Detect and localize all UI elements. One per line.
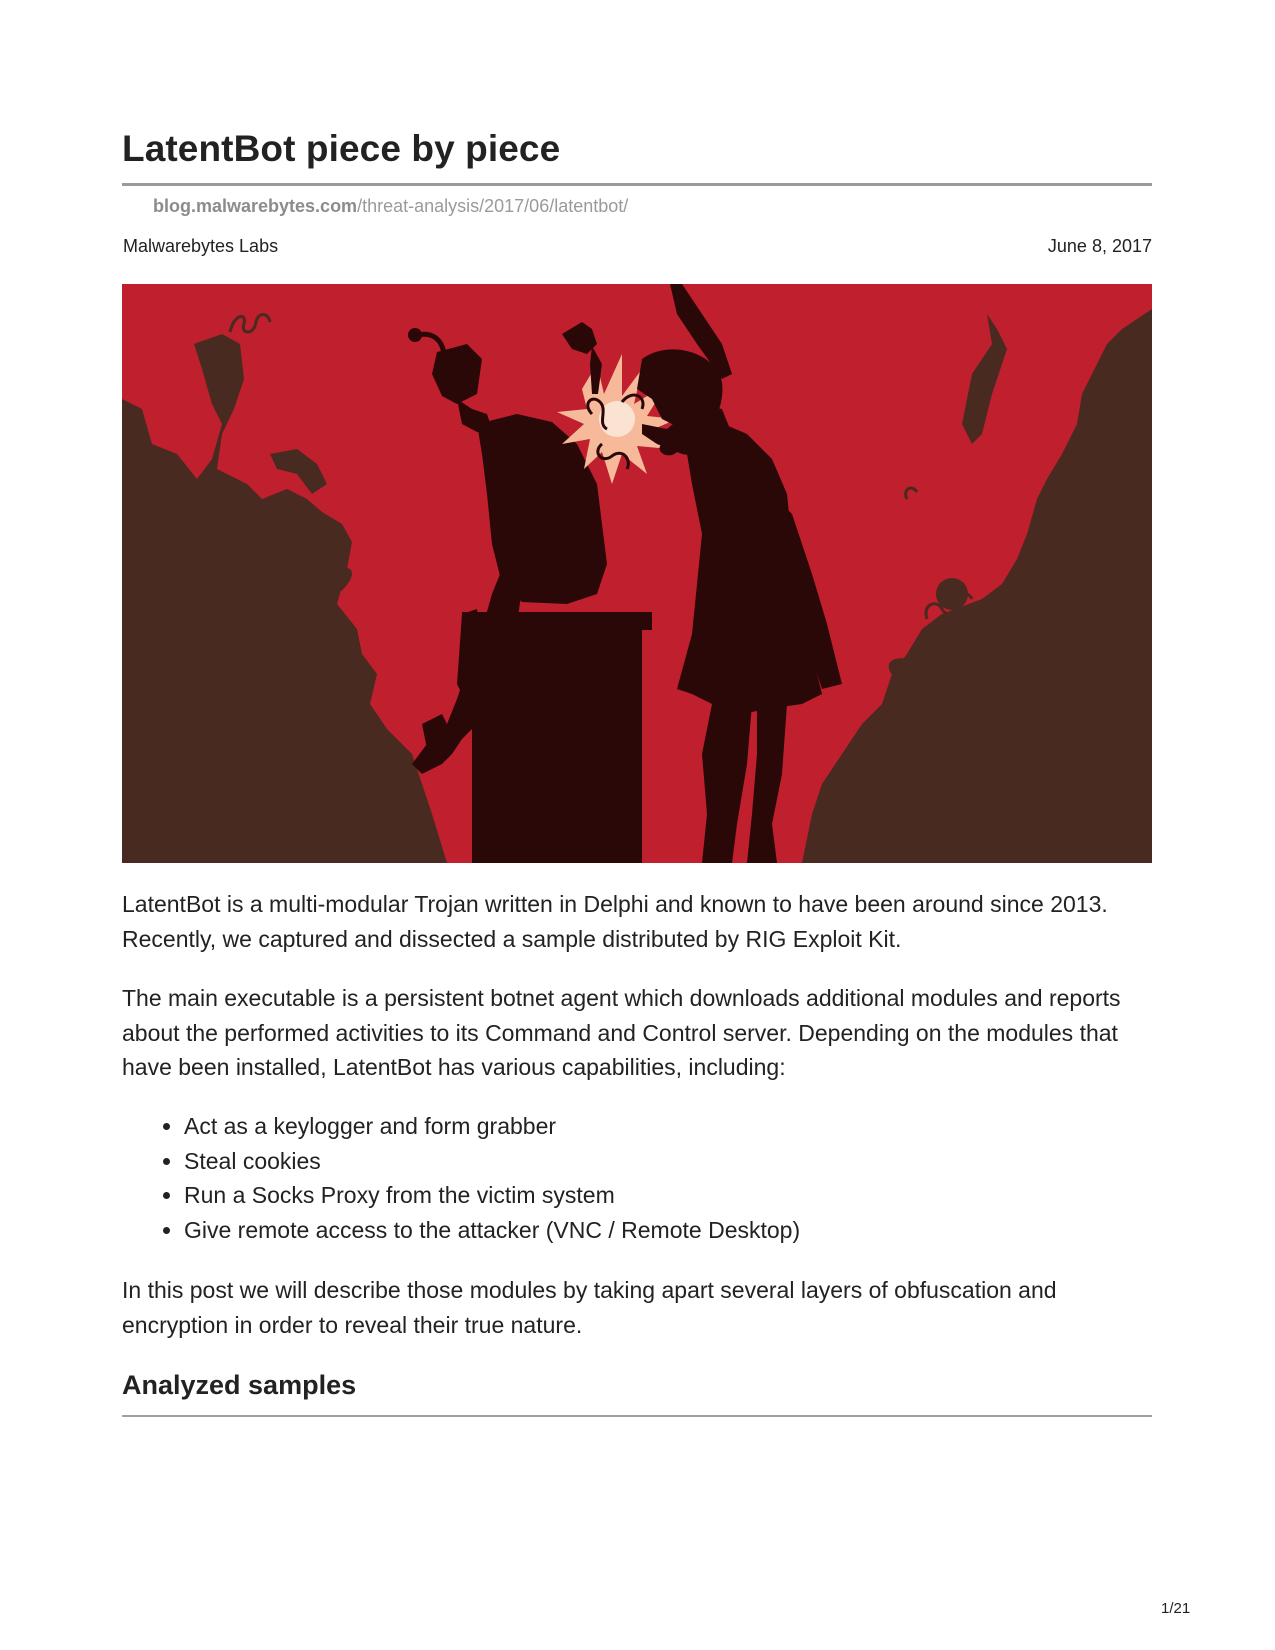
section-heading-analyzed-samples: Analyzed samples [122,1370,357,1400]
section-divider [122,1415,1152,1417]
capabilities-intro-paragraph: The main executable is a persistent botnet agent which downloads additional modules and reports about the performed activities to its Command and Control server. Depending on the modules that have been installed, LatentBot has various capabilities, including: [122,985,1121,1080]
article-url[interactable] [153,196,628,217]
url-domain: blog.malwarebytes.com [153,196,358,216]
page-number: 1/21 [1161,1600,1191,1617]
article-date: June 8, 2017 [1047,236,1152,256]
article-title: LatentBot piece by piece [122,128,561,169]
article-author: Malwarebytes Labs [123,236,279,256]
list-item: • Steal cookies [184,1144,1152,1179]
spark-core [599,401,635,437]
title-divider [122,183,1152,186]
list-item: • Give remote access to the attacker (VNC / Remote Desktop) [184,1213,1152,1248]
list-item: • Run a Socks Proxy from the victim system [184,1178,1152,1213]
surgeon-dissecting-robot-illustration [122,284,1152,863]
intro-paragraph: LatentBot is a multi-modular Trojan written in Delphi and known to have been around since 2013. Recently, we captured and dissected a sample distributed by RIG Exploit Kit. [122,891,1108,952]
post-overview-paragraph: In this post we will describe those modules by taking apart several layers of obfuscation and encryption in order to reveal their true nature. [122,1277,1057,1338]
list-item: • Act as a keylogger and form grabber [184,1109,1152,1144]
capabilities-list [122,1109,1152,1247]
url-path: /threat-analysis/2017/06/latentbot/ [357,196,629,216]
